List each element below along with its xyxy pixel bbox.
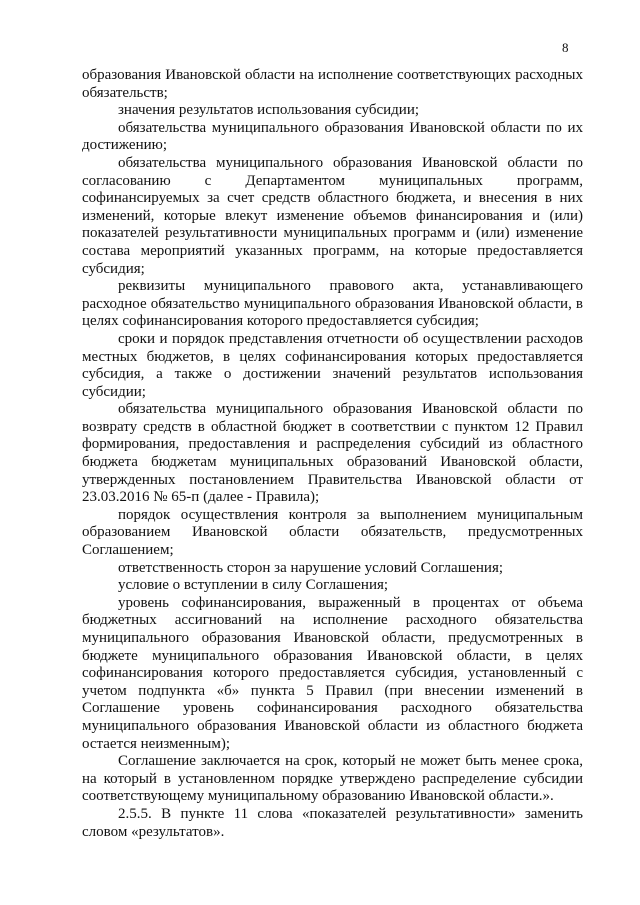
paragraph-11: уровень софинансирования, выраженный в процентах от объема бюджетных ассигнований на исполнение расходного обязательства муниципального образования Ивановской области, предусмотренных в бюджете муниципального образования Ивановской области, в целях софинансирования которого предоставляется субсидия, установленный с учетом подпункта «б» пункта 5 Правил (при внесении изменений в Соглашение уровень софинансирования расходного обязательства муниципального образования Ивановской области из областного бюджета остается неизменным); [82,594,583,752]
paragraph-8: порядок осуществления контроля за выполнением муниципальным образованием Ивановской области обязательств, предусмотренных Соглашением; [82,506,583,559]
paragraph-1: образования Ивановской области на исполнение соответствующих расходных обязательств; [82,67,583,101]
document-body [82,67,583,841]
paragraph-2: значения результатов использования субсидии; [118,102,420,119]
paragraph-10: условие о вступлении в силу Соглашения; [118,577,389,594]
paragraph-6: сроки и порядок представления отчетности об осуществлении расходов местных бюджетов, в целях софинансирования которых предоставляется субсидия, а также о достижении значений результатов использования субсидии; [82,330,583,400]
paragraph-9: ответственность сторон за нарушение условий Соглашения; [118,559,504,576]
paragraph-4: обязательства муниципального образования Ивановской области по согласованию с Департаментом муниципальных программ, софинансируемых за счет средств областного бюджета, и внесения в них изменений, которые влекут изменение объемов финансирования и (или) показателей результативности муниципальных программ и (или) изменение состава мероприятий указанных программ, на которые предоставляется субсидия; [82,154,583,277]
paragraph-3: обязательства муниципального образования Ивановской области по их достижению; [82,119,583,154]
page-number: 8 [562,40,569,55]
paragraph-7: обязательства муниципального образования Ивановской области по возврату средств в областной бюджет в соответствии с пунктом 12 Правил формирования, предоставления и распределения субсидий из областного бюджета бюджетам муниципальных образований Ивановской области, утвержденных постановлением Правительства Ивановской области от 23.03.2016 № 65-п (далее - Правила); [82,401,583,506]
paragraph-12: Соглашение заключается на срок, который не может быть менее срока, на который в установленном порядке утверждено распределение субсидии соответствующему муниципальному образованию Ивановской области.». [82,753,583,805]
paragraph-5: реквизиты муниципального правового акта, устанавливающего расходное обязательство муниципального образования Ивановской области, в целях софинансирования которого предоставляется субсидия; [82,278,583,330]
paragraph-13: 2.5.5. В пункте 11 слова «показателей результативности» заменить словом «результатов». [82,805,583,840]
